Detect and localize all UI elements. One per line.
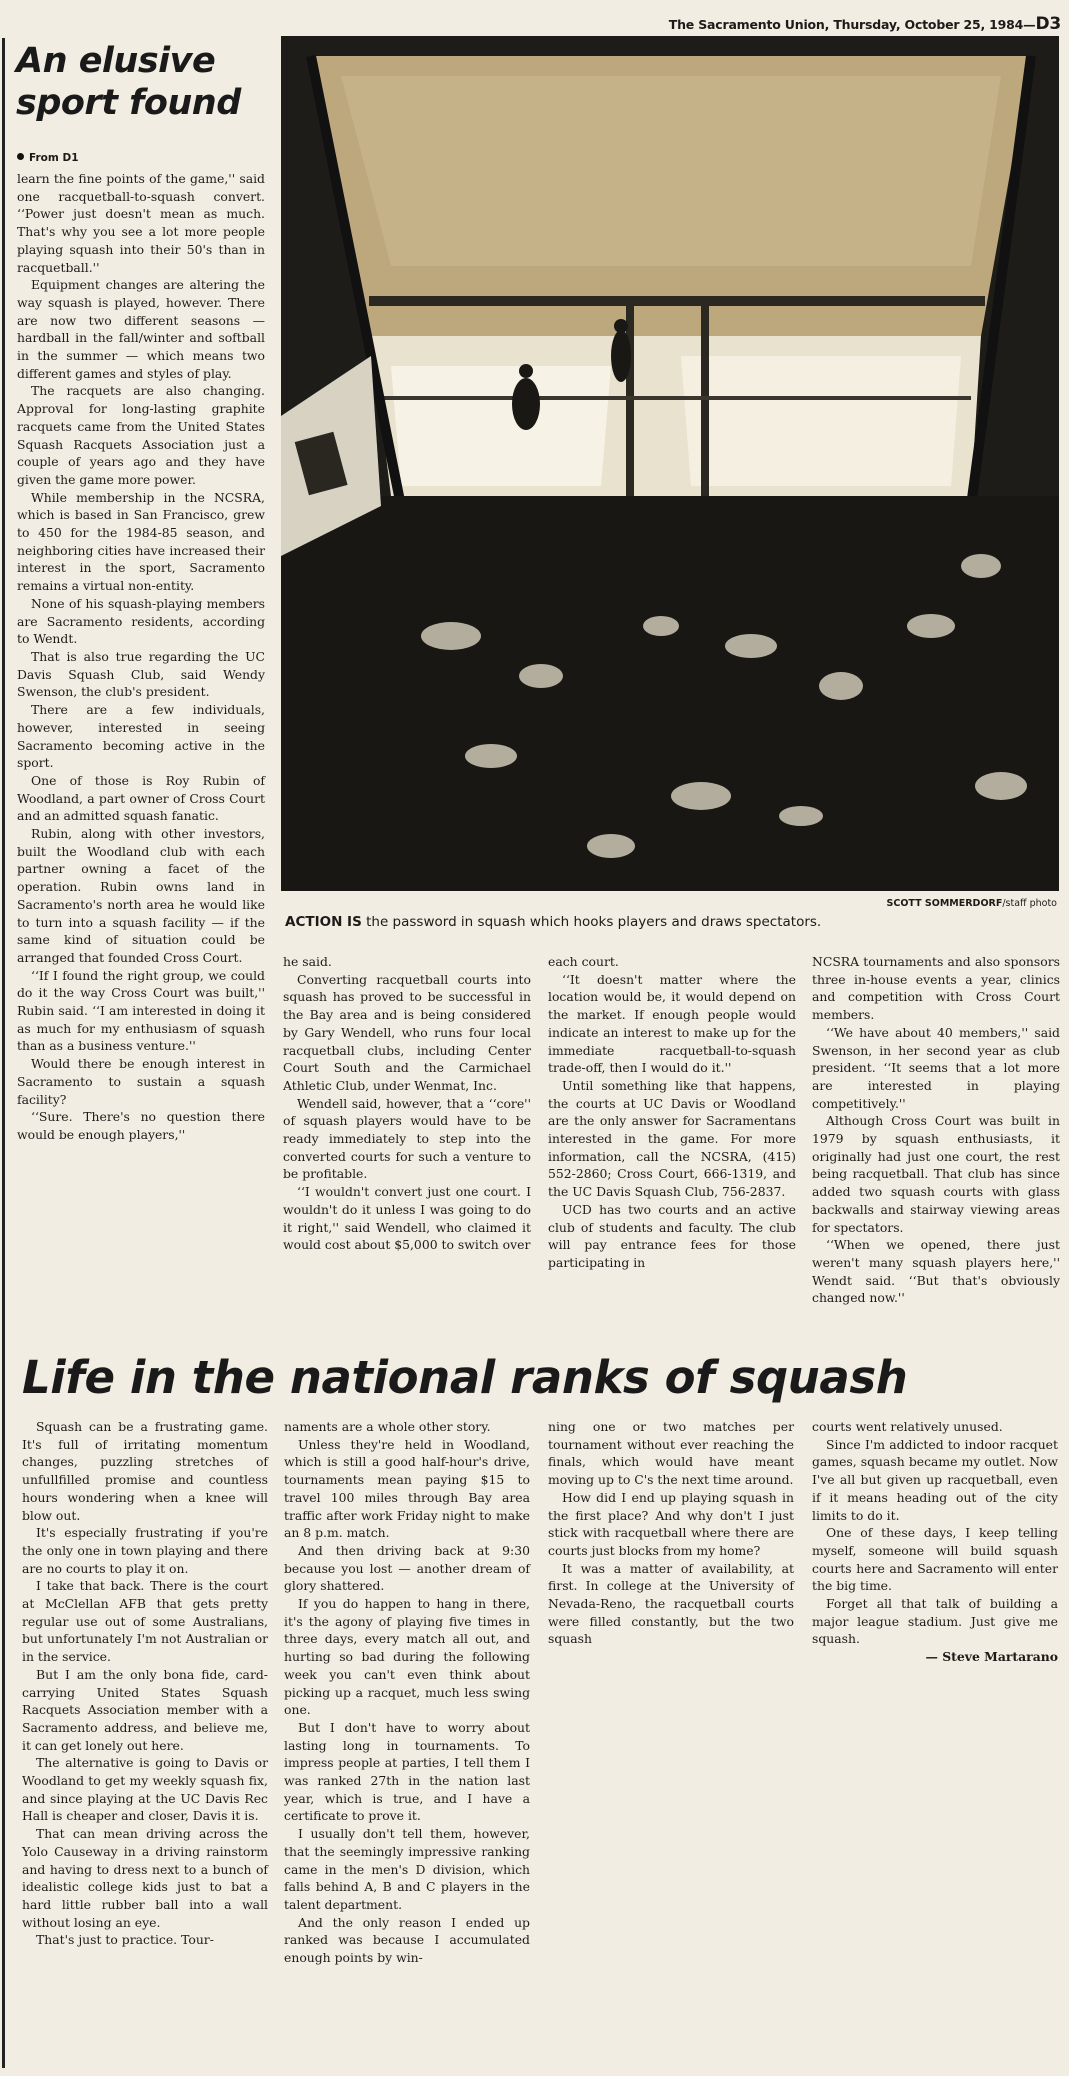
paragraph: he said.: [283, 954, 332, 969]
paragraph: Forget all that talk of building a major league stadium. Just give me squash.: [812, 1596, 1058, 1647]
squash-court-photo: [281, 36, 1059, 891]
paragraph: ‘‘We have about 40 members,'' said Swenson, in her second year as club president. ‘‘It seems that a lot more are interested in playing competitively.'': [812, 1024, 1060, 1111]
paragraph: ‘‘It doesn't matter where the location would be, it would depend on the market. If enough people would indicate an interest to make up for the immediate racquetball-to-squash trade-off, then I would do it.'': [548, 971, 796, 1076]
paragraph: ‘‘When we opened, there just weren't many squash players here,'' Wendt said. ‘‘But that's obviously changed now.'': [812, 1237, 1060, 1306]
paragraph: ning one or two matches per tournament without ever reaching the finals, which would have meant moving up to C's the next time around.: [548, 1419, 794, 1488]
paragraph: If you do happen to hang in there, it's the agony of playing five times in three days, every match all out, and hurting so bad during the following week you can't even think about picking up a racquet, much less swing one.: [284, 1596, 530, 1718]
paragraph: The racquets are also changing. Approval for long-lasting graphite racquets came from the United States Squash Racquets Association just a couple of years ago and they have given the game more power.: [17, 383, 265, 487]
story2-headline: Life in the national ranks of squash: [22, 1351, 908, 1404]
story2-column-3: [548, 1418, 794, 1648]
paragraph: It's especially frustrating if you're the only one in town playing and there are no courts to play it on.: [22, 1525, 268, 1576]
bullet-icon: [17, 153, 24, 160]
author-byline: — Steve Martarano: [925, 1649, 1058, 1665]
masthead-text: The Sacramento Union, Thursday, October 25, 1984—: [668, 17, 1036, 32]
story2-column-1: [22, 1418, 268, 1949]
story1-column-3: [548, 953, 796, 1272]
paragraph: I take that back. There is the court at McClellan AFB that gets pretty regular use out of some Australians, but unfortunately I'm not Australian or in the service.: [22, 1578, 268, 1665]
paragraph: The alternative is going to Davis or Woodland to get my weekly squash fix, and since playing at the UC Davis Rec Hall is cheaper and closer, Davis it is.: [22, 1755, 268, 1824]
caption-lead: ACTION IS: [285, 914, 362, 930]
paragraph: UCD has two courts and an active club of students and faculty. The club will pay entrance fees for those participating in: [548, 1201, 796, 1270]
paragraph: Wendell said, however, that a ‘‘core'' of squash players would have to be ready immediately to step into the converted courts for such a venture to be profitable.: [283, 1095, 531, 1182]
page-left-border-rule: [2, 38, 5, 2068]
paragraph: One of those is Roy Rubin of Woodland, a part owner of Cross Court and an admitted squash fanatic.: [17, 772, 265, 824]
paragraph: There are a few individuals, however, interested in seeing Sacramento becoming active in the sport.: [17, 702, 265, 771]
paragraph: Since I'm addicted to indoor racquet games, squash became my outlet. Now I've all but given up racquetball, even if it means heading out of the city limits to do it.: [812, 1436, 1058, 1523]
paragraph: One of these days, I keep telling myself, someone will build squash courts here and Sacramento will enter the big time.: [812, 1525, 1058, 1594]
photo-caption: [285, 914, 821, 930]
paragraph: And then driving back at 9:30 because you lost — another dream of glory shattered.: [284, 1542, 530, 1594]
photographer-name: SCOTT SOMMERDORF: [886, 898, 1003, 909]
story1-column-4: [812, 953, 1060, 1307]
paragraph: None of his squash-playing members are Sacramento residents, according to Wendt.: [17, 595, 265, 647]
paragraph: each court.: [548, 954, 619, 969]
paragraph: That is also true regarding the UC Davis Squash Club, said Wendy Swenson, the club's president.: [17, 648, 265, 700]
paragraph: That can mean driving across the Yolo Causeway in a driving rainstorm and having to dress next to a bunch of idealistic college kids just to bat a hard little rubber ball into a wall without losing an eye.: [22, 1826, 268, 1930]
photo-illustration: [281, 36, 1059, 891]
jump-label: From D1: [29, 152, 79, 164]
paragraph: Rubin, along with other investors, built the Woodland club with each partner owning a facet of the operation. Rubin owns land in Sacramento's north area he would like to turn into a squash facility — if the same kind of situation could be arranged that founded Cross Court.: [17, 826, 265, 965]
paragraph: Would there be enough interest in Sacramento to sustain a squash facility?: [17, 1056, 265, 1107]
paragraph: learn the fine points of the game,'' said one racquetball-to-squash convert. ‘‘Power just doesn't mean as much. That's why you see a lot more people playing squash into their 50's than in racquetball.'': [17, 171, 265, 275]
paragraph: Equipment changes are altering the way squash is played, however. There are now two different seasons — hardball in the fall/winter and softball in the summer — which means two different games and styles of play.: [17, 277, 265, 381]
story1-headline-line2: sport found: [16, 83, 241, 123]
story1-column-2: [283, 953, 531, 1254]
spectator-area: [281, 496, 1059, 891]
paragraph: Squash can be a frustrating game. It's full of irritating momentum changes, puzzling stretches of unfullfilled promise and countless hours wondering when a knee will blow out.: [22, 1419, 268, 1523]
photo-credit: [887, 898, 1057, 909]
paragraph: Converting racquetball courts into squash has proved to be successful in the Bay area and is being considered by Gary Wendell, who runs four local racquetball clubs, including Center Court South and the Carmichael Athletic Club, under Wenmat, Inc.: [283, 971, 531, 1093]
jump-line: [17, 152, 79, 164]
paragraph: naments are a whole other story.: [284, 1419, 491, 1434]
story2-column-4: [812, 1418, 1058, 1666]
story2-column-2: [284, 1418, 530, 1967]
paragraph: But I am the only bona fide, card-carrying United States Squash Racquets Association member with a Sacramento address, and believe me, it can get lonely out here.: [22, 1666, 268, 1753]
paragraph: Until something like that happens, the courts at UC Davis or Woodland are the only answer for Sacramentans interested in the game. For more information, call the NCSRA, (415) 552-2860; Cross Court, 666-1319, and the UC Davis Squash Club, 756-2837.: [548, 1077, 796, 1200]
story1-headline: [16, 40, 274, 124]
paragraph: That's just to practice. Tour-: [36, 1932, 214, 1948]
masthead-folio: [669, 14, 1061, 34]
player-left: [512, 378, 540, 430]
paragraph: While membership in the NCSRA, which is based in San Francisco, grew to 450 for the 1984-85 season, and neighboring cities have increased their interest in the sport, Sacramento remains a virtual non-entity.: [17, 489, 265, 594]
photographer-role: /staff photo: [1002, 898, 1057, 909]
paragraph: Unless they're held in Woodland, which is still a good half-hour's drive, tournaments mean paying $15 to travel 100 miles through Bay area traffic after work Friday night to make an 8 p.m. match.: [284, 1436, 530, 1541]
story1-column-1: [17, 170, 265, 1144]
paragraph: ‘‘I wouldn't convert just one court. I wouldn't do it unless I was going to do it right,'' said Wendell, who claimed it would cost about $5,000 to switch over: [283, 1184, 531, 1253]
paragraph: How did I end up playing squash in the first place? And why don't I just stick with racquetball where there are courts just blocks from my home?: [548, 1489, 794, 1558]
caption-text: the password in squash which hooks players and draws spectators.: [361, 914, 822, 930]
glass-wall-frame-top: [369, 296, 985, 306]
paragraph: It was a matter of availability, at first. In college at the University of Nevada-Reno, the racquetball courts were filled constantly, but the two squash: [548, 1560, 794, 1647]
page-number: D3: [1035, 14, 1061, 34]
paragraph: And the only reason I ended up ranked was because I accumulated enough points by win-: [284, 1914, 530, 1966]
paragraph: Although Cross Court was built in 1979 by squash enthusiasts, it originally had just one court, the rest being racquetball. That club has since added two squash courts with glass backwalls and stairway viewing areas for spectators.: [812, 1113, 1060, 1235]
paragraph: NCSRA tournaments and also sponsors three in-house events a year, clinics and competition with Cross Court members.: [812, 954, 1060, 1023]
paragraph: ‘‘Sure. There's no question there would be enough players,'': [17, 1109, 265, 1142]
player-right: [611, 330, 631, 382]
paragraph: But I don't have to worry about lasting long in tournaments. To impress people at parties, I tell them I was ranked 27th in the nation last year, which is true, and I have a certificate to prove it.: [284, 1719, 530, 1824]
paragraph: I usually don't tell them, however, that the seemingly impressive ranking came in the men's D division, which falls behind A, B and C players in the talent department.: [284, 1826, 530, 1912]
paragraph: courts went relatively unused.: [812, 1419, 1003, 1434]
story1-headline-line1: An elusive: [16, 41, 216, 81]
paragraph: ‘‘If I found the right group, we could do it the way Cross Court was built,'' Rubin said. ‘‘I am interested in doing it as much for my enthusiasm of squash than as a business venture.'': [17, 967, 265, 1054]
